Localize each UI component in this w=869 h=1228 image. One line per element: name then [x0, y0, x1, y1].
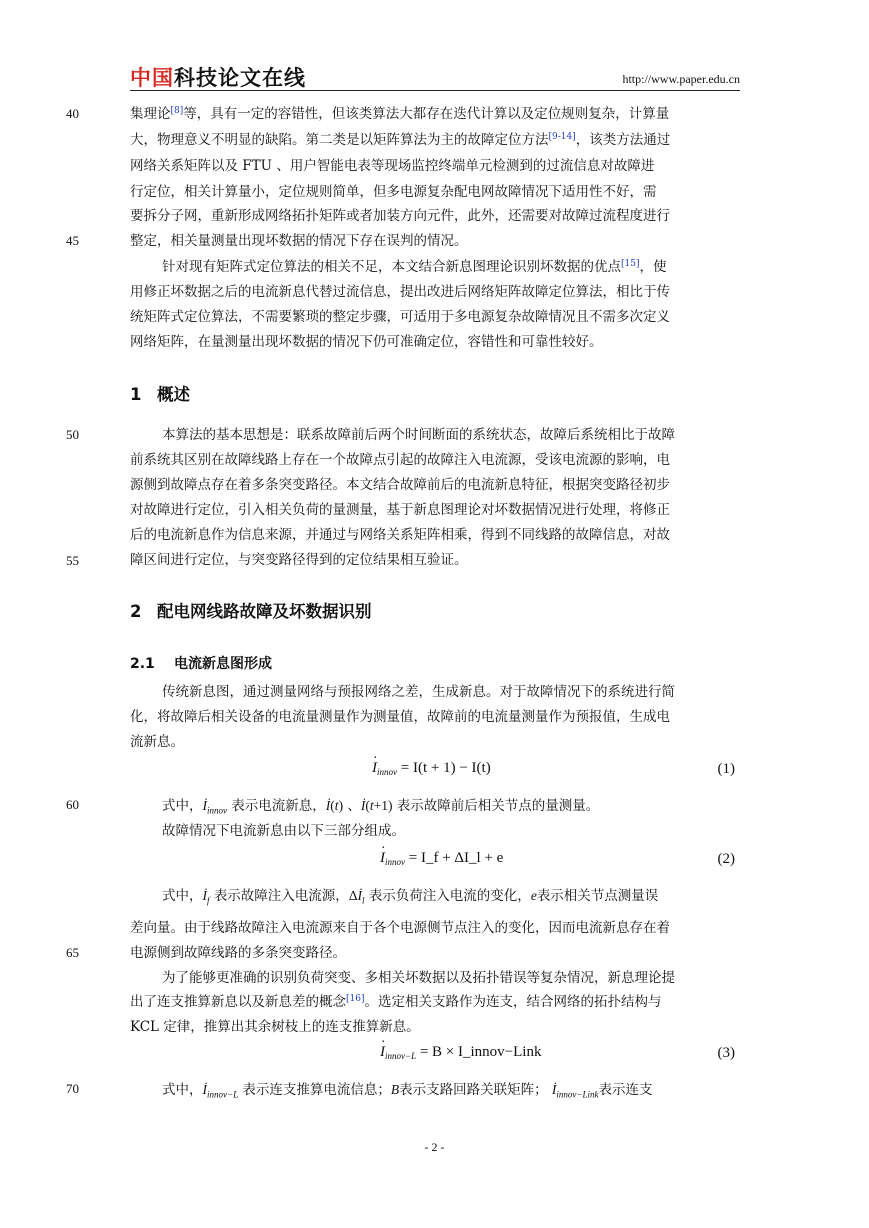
paragraph-line: 统矩阵式定位算法，不需要繁琐的整定步骤，可适用于多电源复杂故障情况且不需多次定义: [130, 309, 670, 325]
paragraph-line: 障区间进行定位，与突变路径得到的定位结果相互验证。: [130, 552, 468, 568]
equation-3: · $I_{innov-L} = B$ × I_innov−Link: [380, 1044, 541, 1061]
paragraph-line: 行定位，相关计算量小，定位规则简单，但多电源复杂配电网故障情况下适用性不好，需: [130, 184, 657, 200]
logo-black-text: 科技论文在线: [174, 66, 306, 90]
section-heading: 2 配电网线路故障及坏数据识别: [130, 602, 372, 621]
paragraph-line: 式中，$İ_f$ 表示故障注入电流源，$\Delta İ_l$ 表示负荷注入电流的变化，e表示相关节点测量误: [162, 888, 659, 906]
paragraph-line: 集理论[8]等，具有一定的容错性，但该类算法大都存在迭代计算以及定位规则复杂，计算量: [130, 106, 670, 122]
paragraph-line: 为了能够更准确的识别负荷突变、多相关坏数据以及拓扑错误等复杂情况，新息理论提: [162, 970, 675, 986]
paragraph-line: KCL 定律，推算出其余树枝上的连支推算新息。: [130, 1019, 420, 1035]
equation-2: · $I_{innov}$ = I_f + ΔI_l + e: [380, 850, 503, 867]
line-number: 50: [66, 427, 79, 442]
paragraph-line: 式中，$İ_{innov}$ 表示电流新息，İ(t) 、İ(t+1) 表示故障前后相关节点的量测量。: [162, 798, 600, 816]
paragraph-line: 针对现有矩阵式定位算法的相关不足，本文结合新息图理论识别坏数据的优点[15]，使: [162, 259, 667, 275]
line-number: 55: [66, 553, 79, 568]
citation-link[interactable]: [16]: [346, 994, 365, 1004]
line-number: 70: [66, 1081, 79, 1096]
logo-red-text: 中国: [130, 66, 174, 90]
paragraph-line: 后的电流新息作为信息来源，并通过与网络关系矩阵相乘，得到不同线路的故障信息，对故: [130, 527, 670, 543]
line-number: 40: [66, 106, 79, 121]
citation-link[interactable]: [15]: [621, 259, 640, 269]
header-url[interactable]: http://www.paper.edu.cn: [622, 72, 740, 86]
line-number: 45: [66, 233, 79, 248]
equation-number: (1): [717, 761, 735, 777]
page-header: [130, 62, 740, 91]
page-number: - 2 -: [424, 1140, 445, 1154]
line-number: 60: [66, 797, 79, 812]
paragraph-line: 流新息。: [130, 734, 184, 750]
equation-number: (2): [717, 851, 735, 867]
paragraph-line: 大，物理意义不明显的缺陷。第二类是以矩阵算法为主的故障定位方法[9-14]，该类方法通过: [130, 132, 671, 148]
paragraph-line: 用修正坏数据之后的电流新息代替过流信息，提出改进后网络矩阵故障定位算法，相比于传: [130, 284, 670, 300]
paragraph-line: 网络关系矩阵以及 FTU 、用户智能电表等现场监控终端单元检测到的过流信息对故障进: [130, 158, 655, 174]
paragraph-line: 传统新息图，通过测量网络与预报网络之差，生成新息。对于故障情况下的系统进行简: [162, 684, 675, 700]
paragraph-line: 源侧到故障点存在着多条突变路径。本文结合故障前后的电流新息特征，根据突变路径初步: [130, 477, 670, 493]
paragraph-line: 电源侧到故障线路的多条突变路径。: [130, 945, 346, 961]
paragraph-line: 网络矩阵，在量测量出现坏数据的情况下仍可准确定位，容错性和可靠性较好。: [130, 334, 603, 350]
paragraph-line: 差向量。由于线路故障注入电流源来自于各个电源侧节点注入的变化，因而电流新息存在着: [130, 920, 670, 936]
paragraph-line: 要拆分子网，重新形成网络拓扑矩阵或者加装方向元件，此外，还需要对故障过流程度进行: [130, 208, 670, 224]
paragraph-line: 前系统其区别在故障线路上存在一个故障点引起的故障注入电流源，受该电流源的影响，电: [130, 452, 670, 468]
paragraph-line: 式中，$İ_{innov-L}$ 表示连支推算电流信息；B表示支路回路关联矩阵； $İ_{innov-Link}$表示连支: [162, 1082, 653, 1100]
equation-1: · $I_{innov} = I(t + 1) - I(t)$: [372, 760, 491, 777]
paragraph-line: 对故障进行定位，引入相关负荷的量测量，基于新息图理论对坏数据情况进行处理，将修正: [130, 502, 670, 518]
site-logo[interactable]: [130, 62, 306, 92]
paragraph-line: 故障情况下电流新息由以下三部分组成。: [162, 823, 405, 839]
paragraph-line: 整定，相关量测量出现坏数据的情况下存在误判的情况。: [130, 233, 468, 249]
paragraph-line: 出了连支推算新息以及新息差的概念[16]。选定相关支路作为连支，结合网络的拓扑结构与: [130, 994, 662, 1010]
line-number: 65: [66, 945, 79, 960]
citation-link[interactable]: [8]: [170, 106, 184, 116]
paragraph-line: 本算法的基本思想是：联系故障前后两个时间断面的系统状态，故障后系统相比于故障: [162, 427, 675, 443]
paragraph-line: 化，将故障后相关设备的电流量测量作为测量值，故障前的电流量测量作为预报值，生成电: [130, 709, 670, 725]
citation-link[interactable]: [9-14]: [548, 132, 576, 142]
subsection-heading: 2.1 电流新息图形成: [130, 656, 272, 672]
equation-number: (3): [717, 1045, 735, 1061]
section-heading: 1 概述: [130, 385, 190, 404]
